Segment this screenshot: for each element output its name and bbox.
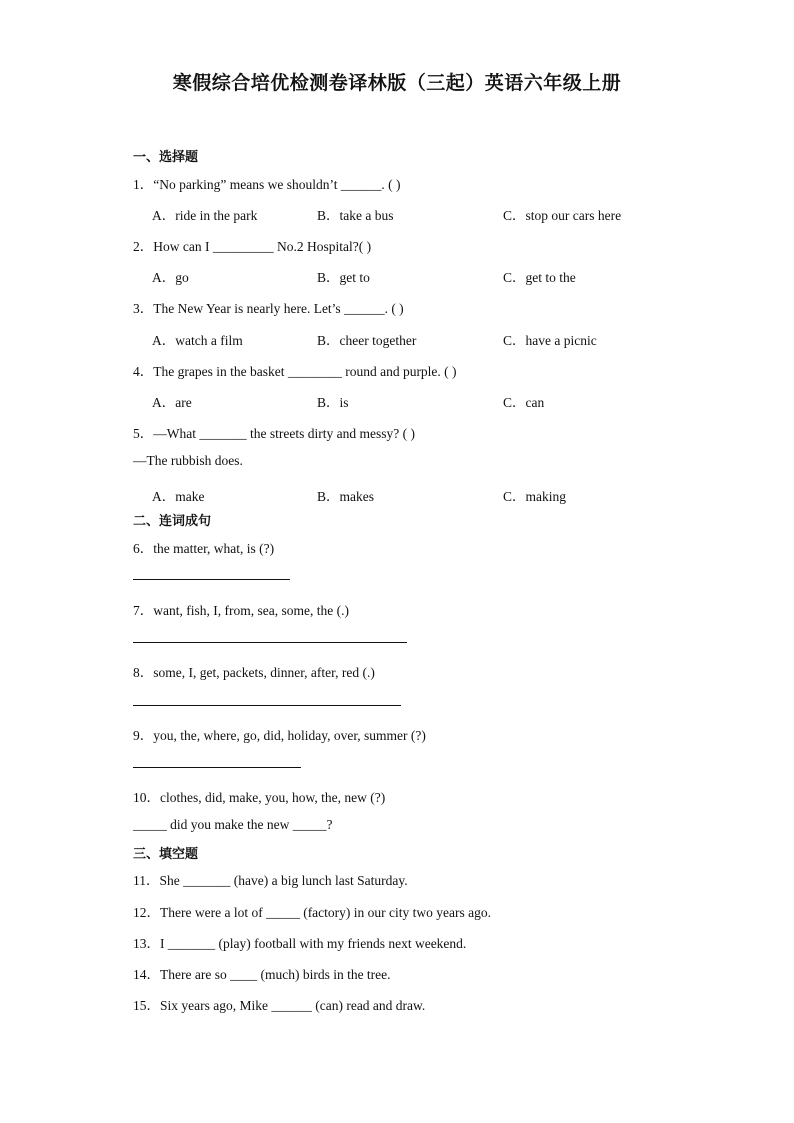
q5-option-c: C．making [503, 489, 566, 504]
q1-option-a: A．ride in the park [152, 208, 258, 223]
q2-option-b: B．get to [317, 270, 370, 285]
question-9: 9．you, the, where, go, did, holiday, over, summer (?) [133, 728, 426, 743]
page-title: 寒假综合培优检测卷译林版（三起）英语六年级上册 [172, 72, 622, 94]
question-14[interactable]: 14．There are so ____ (much) birds in the tree. [133, 967, 391, 982]
answer-line-9[interactable] [133, 767, 301, 768]
question-6: 6．the matter, what, is (?) [133, 541, 275, 556]
question-11[interactable]: 11．She _______ (have) a big lunch last Saturday. [133, 873, 408, 888]
question-2: 2．How can I _________ No.2 Hospital?( ) [133, 239, 372, 254]
q1-option-c: C．stop our cars here [503, 208, 622, 223]
q4-option-b: B．is [317, 395, 349, 410]
q2-option-c: C．get to the [503, 270, 576, 285]
question-8: 8．some, I, get, packets, dinner, after, red (.) [133, 665, 375, 680]
q2-option-a: A．go [152, 270, 189, 285]
question-4: 4．The grapes in the basket ________ round and purple. ( ) [133, 364, 457, 379]
q5-option-b: B．makes [317, 489, 374, 504]
q3-option-b: B．cheer together [317, 333, 417, 348]
answer-line-7[interactable] [133, 642, 407, 643]
q3-option-a: A．watch a film [152, 333, 243, 348]
q1-option-b: B．take a bus [317, 208, 394, 223]
q3-option-c: C．have a picnic [503, 333, 597, 348]
question-5: 5．—What _______ the streets dirty and messy? ( ) [133, 426, 415, 441]
q4-option-a: A．are [152, 395, 192, 410]
question-3: 3．The New Year is nearly here. Let’s ______. ( ) [133, 301, 404, 316]
question-7: 7．want, fish, I, from, sea, some, the (.) [133, 603, 349, 618]
answer-line-6[interactable] [133, 579, 290, 580]
question-15[interactable]: 15．Six years ago, Mike ______ (can) read and draw. [133, 998, 426, 1013]
question-10: 10．clothes, did, make, you, how, the, new (?) [133, 790, 386, 805]
question-13[interactable]: 13．I _______ (play) football with my friends next weekend. [133, 936, 467, 951]
section-heading-fill: 三、填空题 [133, 847, 199, 862]
question-10-answer-template[interactable]: _____ did you make the new _____? [133, 817, 333, 832]
section-heading-ordering: 二、连词成句 [133, 514, 212, 529]
question-12[interactable]: 12．There were a lot of _____ (factory) in our city two years ago. [133, 905, 492, 920]
answer-line-8[interactable] [133, 705, 401, 706]
section-heading-choice: 一、选择题 [133, 150, 199, 165]
q4-option-c: C．can [503, 395, 545, 410]
question-1: 1．“No parking” means we shouldn’t ______. ( ) [133, 177, 401, 192]
q5-option-a: A．make [152, 489, 205, 504]
question-5-answer-line: —The rubbish does. [133, 453, 243, 468]
